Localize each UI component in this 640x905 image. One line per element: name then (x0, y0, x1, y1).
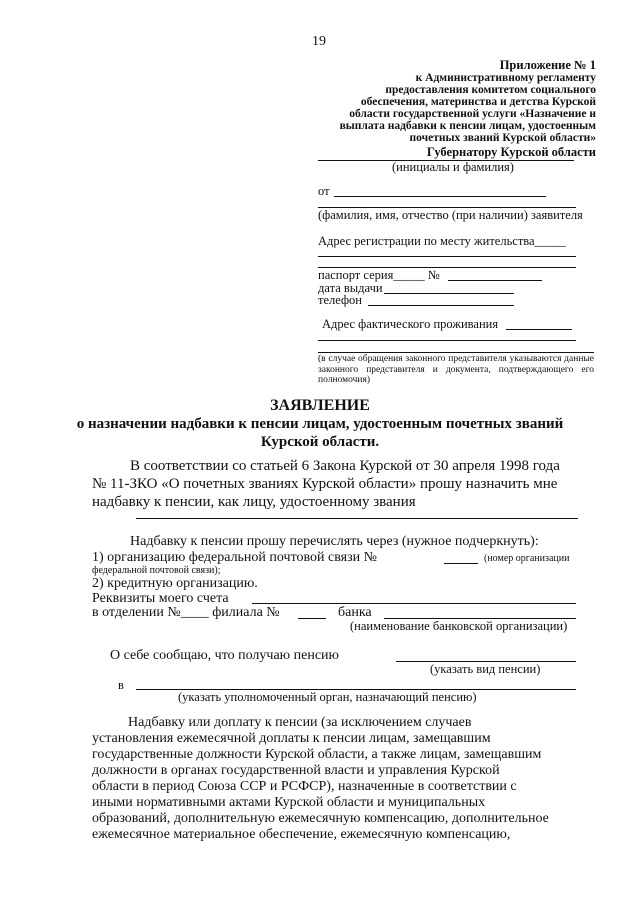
document-subtitle-2: Курской области. (260, 434, 380, 450)
addressee: Губернатору Курской области (426, 145, 596, 159)
account-line (252, 603, 576, 604)
note-top-line (318, 352, 594, 353)
final-para-line-4: должности в органах государственной власти и управления Курской (92, 763, 500, 778)
para1-line-1: В соответствии со статьей 6 Закона Курской от 30 апреля 1998 года (130, 458, 560, 474)
initials-label: (инициалы и фамилия) (392, 160, 514, 174)
para1-line-2: № 11-ЗКО «О почетных званиях Курской области» прошу назначить мне (92, 476, 558, 492)
reg-address-line-1 (318, 256, 576, 257)
option-2: 2) кредитную организацию. (92, 576, 258, 591)
final-para-line-1: Надбавку или доплату к пенсии (за исключением случаев (128, 715, 472, 730)
phone-line (368, 305, 514, 306)
appendix-line-1: к Административному регламенту (415, 72, 596, 84)
appendix-line-6: почетных званий Курской области» (409, 132, 596, 144)
account-label: Реквизиты моего счета (92, 591, 229, 606)
title-of-honor-line (136, 518, 578, 519)
representative-note: (в случае обращения законного представителя указываются данные законного представителя и документа, подтверждающего его полномочия) (318, 354, 594, 385)
from-label: от (318, 184, 330, 198)
option-1-note-b: федеральной почтовой связи); (92, 565, 221, 576)
branch-label: в отделении №____ филиала № (92, 605, 280, 620)
branch-line (298, 618, 326, 619)
final-para-line-3: государственные должности Курской области, а также лицам, замещавшим (92, 747, 542, 762)
document-heading: ЗАЯВЛЕНИЕ (270, 397, 370, 414)
page-number: 19 (312, 34, 326, 49)
reg-address-label: Адрес регистрации по месту жительства_____ (318, 234, 566, 248)
document-subtitle-1: о назначении надбавки к пенсии лицам, удостоенным почетных званий (76, 416, 564, 432)
post-number-line (444, 563, 478, 564)
final-para-line-6: иными нормативными актами Курской области и муниципальных (92, 795, 486, 810)
actual-address-line-a (506, 329, 572, 330)
option-1-note-a: (номер организации (484, 553, 570, 564)
final-para-line-5: области в период Союза ССР и РСФСР), назначенные в соответствии с (92, 779, 517, 794)
actual-address-line-b (318, 340, 576, 341)
final-para-line-7: образований, дополнительную ежемесячную компенсацию, дополнительное (92, 811, 549, 826)
bank-label: банка (338, 605, 372, 620)
in-label: в (118, 678, 124, 692)
authority-label: (указать уполномоченный орган, назначающий пенсию) (178, 690, 477, 704)
appendix-line-4: области государственной услуги «Назначение и (349, 108, 596, 120)
final-para-line-2: установления ежемесячной доплаты к пенсии лицам, замещавшим (92, 731, 491, 746)
from-line (334, 196, 546, 197)
appendix-line-3: обеспечения, материнства и детства Курской (360, 96, 596, 108)
transfer-intro: Надбавку к пенсии прошу перечислять через (нужное подчеркнуть): (130, 534, 539, 549)
appendix-line-5: выплата надбавки к пенсии лицам, удостоенным (339, 120, 596, 132)
actual-address-label: Адрес фактического проживания (322, 317, 499, 331)
para1-line-3: надбавку к пенсии, как лицу, удостоенному звания (92, 494, 416, 510)
option-1: 1) организацию федеральной почтовой связи № (92, 550, 377, 565)
pension-kind-label: (указать вид пенсии) (430, 662, 541, 676)
phone-label: телефон (318, 293, 362, 307)
passport-label: паспорт серия_____ № (318, 268, 440, 282)
passport-number-line (448, 280, 542, 281)
issue-date-label: дата выдачи (318, 281, 383, 295)
bank-name-label: (наименование банковской организации) (350, 619, 568, 633)
final-para-line-8: ежемесячное материальное обеспечение, ежемесячную компенсацию, (92, 827, 511, 842)
issue-date-line (384, 293, 514, 294)
appendix-block (266, 58, 596, 159)
appendix-title: Приложение № 1 (499, 58, 596, 72)
pension-text: О себе сообщаю, что получаю пенсию (110, 648, 339, 663)
fio-label: (фамилия, имя, отчество (при наличии) заявителя (318, 208, 583, 222)
appendix-line-2: предоставления комитетом социального (385, 84, 596, 96)
